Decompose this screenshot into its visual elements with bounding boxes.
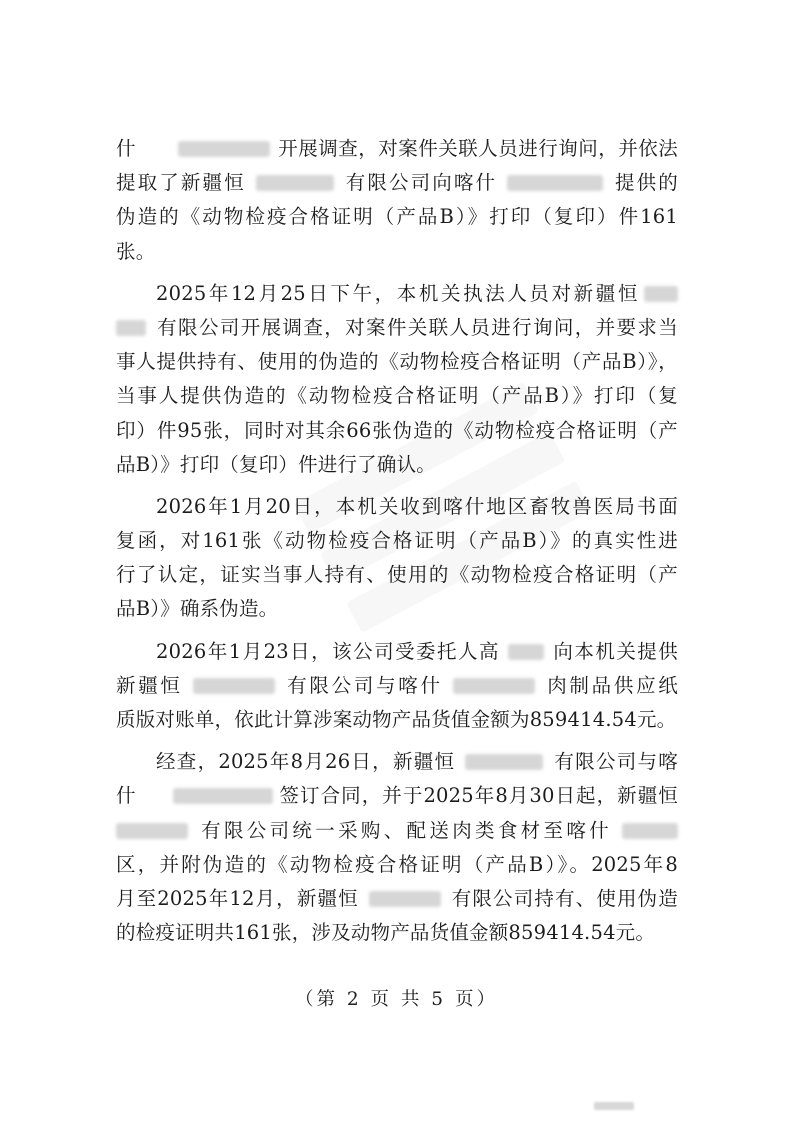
text-segment: 伪造的《动物检疫合格证明（产品B）》打印（复印）件161 — [116, 205, 678, 229]
text-segment: 复函，对161张《动物检疫合格证明（产品B）》的真实性进 — [116, 529, 678, 553]
redaction-mark — [116, 823, 188, 839]
text-line — [116, 490, 678, 524]
text-line — [116, 848, 678, 882]
text-segment: 开展调查，对案件关联人员进行询问，并依法 — [278, 137, 678, 160]
text-line — [116, 814, 678, 848]
text-segment: 提供的 — [613, 171, 678, 195]
text-segment: 行了认定，证实当事人持有、使用的《动物检疫合格证明（产 — [116, 563, 678, 587]
redaction-mark — [173, 788, 273, 804]
text-line — [116, 703, 678, 737]
text-segment: 提取了新疆恒 — [116, 171, 246, 195]
text-segment: 质版对账单，依此计算涉案动物产品货值金额为859414.54元。 — [116, 708, 677, 731]
redaction-mark — [256, 175, 334, 191]
document-body — [116, 132, 678, 950]
scan-artifact — [594, 1102, 634, 1110]
text-line — [116, 592, 678, 626]
text-line — [116, 448, 678, 482]
redaction-mark — [193, 678, 275, 694]
text-segment: 经查，2025年8月26日，新疆恒 — [156, 750, 456, 774]
text-segment: 签订合同，并于2025年8月30日起，新疆恒 — [278, 784, 678, 808]
text-line — [116, 166, 678, 200]
text-segment: 当事人提供伪造的《动物检疫合格证明（产品B）》打印（复 — [116, 384, 678, 408]
redaction-mark — [465, 754, 543, 770]
text-line — [116, 635, 678, 669]
text-line — [116, 379, 678, 413]
text-line — [116, 132, 678, 166]
text-line — [116, 524, 678, 558]
page-number: （第 2 页 共 5 页） — [295, 989, 498, 1010]
redaction-mark — [508, 644, 544, 660]
text-segment: 什 — [116, 137, 136, 160]
text-line — [116, 277, 678, 311]
text-segment: 有限公司向喀什 — [343, 171, 498, 195]
text-segment: 月至2025年12月，新疆恒 — [116, 886, 359, 910]
text-line — [116, 200, 678, 234]
redaction-mark — [507, 175, 603, 191]
text-segment: 什 — [116, 784, 137, 808]
text-line — [116, 311, 678, 345]
text-segment: 有限公司开展调查，对案件关联人员进行询问，并要求当 — [156, 315, 678, 339]
text-segment: 品B）》打印（复印）件进行了确认。 — [116, 452, 436, 476]
text-segment: 2026年1月20日，本机关收到喀什地区畜牧兽医局书面 — [156, 494, 678, 518]
text-segment: 新疆恒 — [116, 673, 183, 697]
text-segment: 有限公司与喀 — [553, 750, 679, 774]
text-segment: 品B）》确系伪造。 — [116, 597, 279, 621]
redaction-mark — [369, 891, 441, 907]
redaction-mark — [178, 141, 270, 157]
text-line — [116, 916, 678, 950]
text-segment: 肉制品供应纸 — [544, 673, 679, 697]
text-segment: 有限公司与喀什 — [284, 673, 443, 697]
text-segment: 区，并附伪造的《动物检疫合格证明（产品B）》。2025年8 — [116, 852, 678, 876]
redaction-mark — [644, 286, 678, 302]
text-segment: 2025年12月25日下午，本机关执法人员对新疆恒 — [156, 281, 640, 305]
text-segment: 2026年1月23日，该公司受委托人高 — [156, 639, 501, 663]
redaction-mark — [116, 320, 146, 336]
text-segment: 张。 — [116, 239, 156, 263]
page-footer — [0, 985, 793, 1011]
text-line — [116, 414, 678, 448]
text-segment: 印）件95张，同时对其余66张伪造的《动物检疫合格证明（产 — [116, 418, 678, 442]
text-segment: 有限公司统一采购、配送肉类食材至喀什 — [198, 818, 612, 842]
text-line — [116, 235, 678, 269]
text-segment: 事人提供持有、使用的伪造的《动物检疫合格证明（产品B）》， — [116, 350, 678, 374]
text-segment: 向本机关提供 — [552, 639, 679, 663]
text-line — [116, 779, 678, 813]
text-line — [116, 345, 678, 379]
text-segment: 有限公司持有、使用伪造 — [450, 886, 678, 910]
text-line — [116, 745, 678, 779]
text-line — [116, 882, 678, 916]
text-line — [116, 669, 678, 703]
redaction-mark — [622, 823, 678, 839]
redaction-mark — [453, 678, 535, 694]
text-line — [116, 558, 678, 592]
text-segment: 的检疫证明共161张，涉及动物产品货值金额859414.54元。 — [116, 921, 656, 945]
